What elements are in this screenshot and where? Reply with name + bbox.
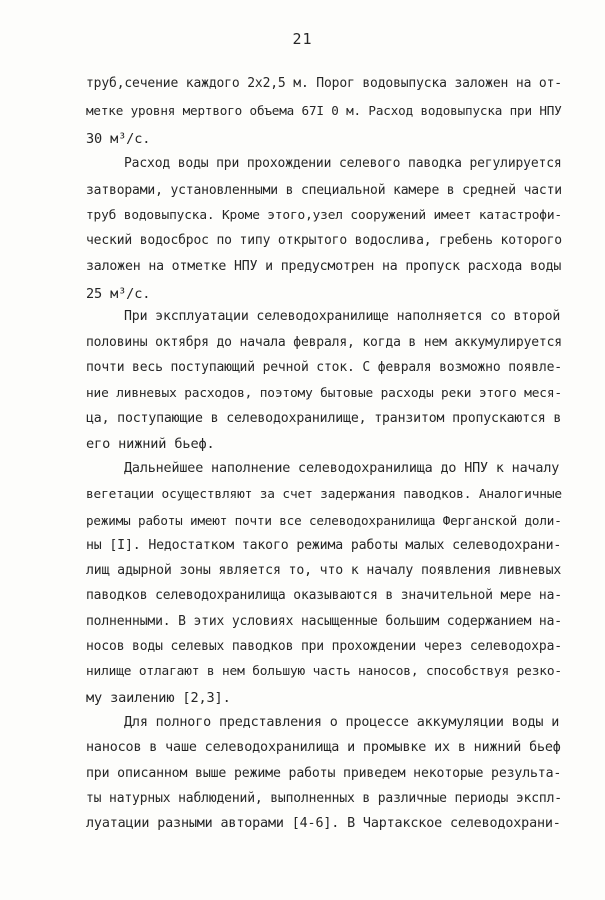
- text-line: ны [I]. Недостатком такого режима работы малых селеводохрани-: [86, 538, 562, 553]
- text-line: Расход воды при прохождении селевого паводка регулируется: [124, 156, 562, 171]
- text-line: 25 м³/с.: [86, 286, 151, 302]
- text-line: му заилению [2,3].: [86, 690, 231, 706]
- text-line: нилище отлагают в нем большую часть наносов, способствуя резко-: [86, 664, 562, 679]
- text-line: при описанном выше режиме работы приведем некоторые результа-: [86, 766, 562, 781]
- text-line: лищ адырной зоны является то, что к началу появления ливневых: [86, 563, 562, 578]
- text-line: труб,сечение каждого 2х2,5 м. Порог водовыпуска заложен на от-: [86, 76, 562, 91]
- text-line: луатации разными авторами [4-6]. В Чартакское селеводохрани-: [86, 816, 561, 831]
- text-line: носов воды селевых паводков при прохождении через селеводохра-: [86, 639, 562, 654]
- text-line: Для полного представления о процессе аккумуляции воды и: [124, 715, 560, 730]
- text-line: режимы работы имеют почти все селеводохранилища Ферганской доли-: [86, 513, 562, 528]
- text-line: вегетации осуществляют за счет задержания паводков. Аналогичные: [86, 487, 562, 502]
- text-line: 30 м³/с.: [86, 131, 151, 147]
- text-line: заложен на отметке НПУ и предусмотрен на пропуск расхода воды: [86, 259, 562, 274]
- text-line: полненными. В этих условиях насыщенные большим содержанием на-: [86, 614, 562, 629]
- text-line: метке уровня мертвого объема 67I 0 м. Расход водовыпуска при НПУ: [86, 103, 562, 118]
- text-line: половины октября до начала февраля, когда в нем аккумулируется: [86, 335, 562, 350]
- text-line: почти весь поступающий речной сток. С февраля возможно появле-: [86, 360, 562, 375]
- text-line: паводков селеводохранилища оказываются в значительной мере на-: [86, 588, 562, 603]
- text-line: ческий водосброс по типу открытого водослива, гребень которого: [86, 233, 562, 248]
- page-number: 21: [292, 30, 313, 48]
- text-line: ца, поступающие в селеводохранилище, транзитом пропускаются в: [86, 411, 562, 426]
- text-line: Дальнейшее наполнение селеводохранилища до НПУ к началу: [124, 461, 560, 476]
- text-line: затворами, установленными в специальной камере в средней части: [86, 183, 562, 198]
- text-line: его нижний бьеф.: [86, 436, 215, 452]
- text-line: ние ливневых расходов, поэтому бытовые расходы реки этого меся-: [86, 386, 562, 401]
- text-line: наносов в чаше селеводохранилища и промывке их в нижний бьеф: [86, 740, 561, 755]
- text-line: труб водовыпуска. Кроме этого,узел сооружений имеет катастрофи-: [86, 208, 562, 223]
- text-line: При эксплуатации селеводохранилище наполняется со второй: [124, 309, 561, 324]
- text-line: ты натурных наблюдений, выполненных в различные периоды экспл-: [86, 791, 562, 806]
